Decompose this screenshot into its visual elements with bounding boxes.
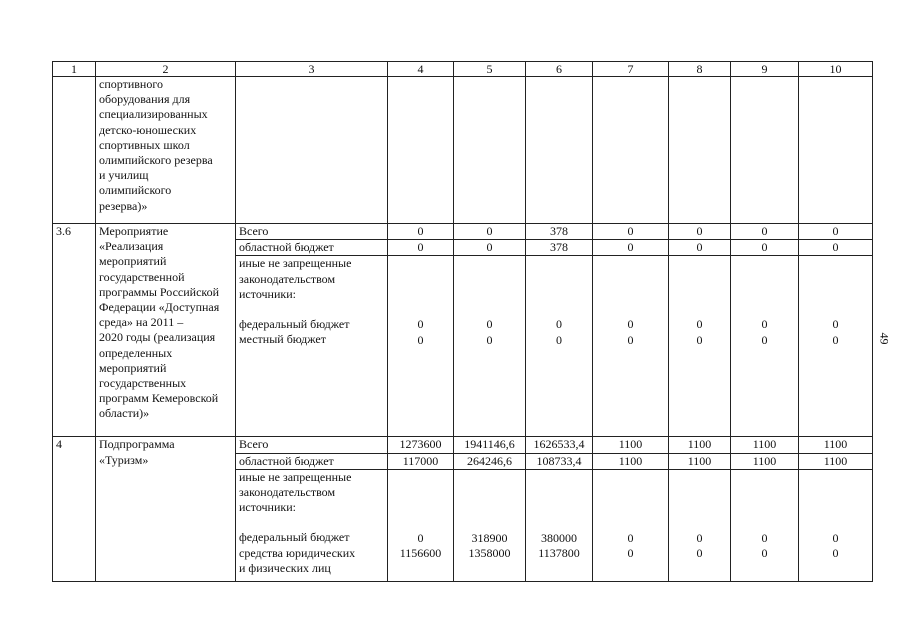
value-cell: 0 0 bbox=[593, 469, 669, 581]
title-line: определенных bbox=[99, 345, 173, 360]
source-line: законодательством bbox=[239, 271, 336, 286]
title-line: мероприятий bbox=[99, 360, 167, 375]
source-line: федеральный бюджет bbox=[239, 530, 350, 545]
table-row bbox=[53, 437, 873, 453]
value-cell: 0 0 bbox=[799, 469, 873, 581]
value-cell: 0 bbox=[388, 240, 454, 256]
number-cell: 3.6 bbox=[53, 224, 96, 437]
title-line: «Туризм» bbox=[99, 452, 149, 467]
value-cell: 0 bbox=[593, 240, 669, 256]
title-line: специализированных bbox=[99, 107, 208, 122]
source-cell: областной бюджет bbox=[236, 240, 388, 256]
value-cell: 0 bbox=[731, 240, 799, 256]
value-cell: 0 0 bbox=[526, 256, 593, 437]
budget-table bbox=[52, 61, 873, 582]
value-cell: 0 0 bbox=[669, 469, 731, 581]
value-cell: 0 bbox=[731, 224, 799, 240]
value-cell: 0 1156600 bbox=[388, 469, 454, 581]
value-cell: 378 bbox=[526, 240, 593, 256]
title-line: программ Кемеровской bbox=[99, 391, 219, 406]
source-line: источники: bbox=[239, 500, 296, 515]
source-line: и физических лиц bbox=[239, 560, 331, 575]
value-cell: 0 0 bbox=[799, 256, 873, 437]
title-line: оборудования для bbox=[99, 92, 191, 107]
header-cell: 1 bbox=[53, 62, 96, 77]
value-cell: 1100 bbox=[669, 437, 731, 453]
header-cell: 10 bbox=[799, 62, 873, 77]
header-cell: 7 bbox=[593, 62, 669, 77]
column-number-row bbox=[53, 62, 873, 77]
value-cell: 0 0 bbox=[593, 256, 669, 437]
title-line: программы Российской bbox=[99, 284, 220, 299]
header-cell: 8 bbox=[669, 62, 731, 77]
value-cell: 1100 bbox=[799, 437, 873, 453]
header-cell: 5 bbox=[454, 62, 526, 77]
title-line: 2020 годы (реализация bbox=[99, 330, 216, 345]
value-cell: 108733,4 bbox=[526, 453, 593, 469]
item-title-cell bbox=[96, 77, 236, 224]
source-line: федеральный бюджет bbox=[239, 317, 350, 332]
source-line: иные не запрещенные bbox=[239, 256, 352, 271]
source-line: местный бюджет bbox=[239, 332, 326, 347]
value-cell: 0 0 bbox=[731, 469, 799, 581]
header-cell: 2 bbox=[96, 62, 236, 77]
value-cell: 1100 bbox=[593, 437, 669, 453]
value-cell: 0 0 bbox=[388, 256, 454, 437]
value-cell: 1100 bbox=[799, 453, 873, 469]
title-line: государственных bbox=[99, 376, 187, 391]
header-cell: 9 bbox=[731, 62, 799, 77]
value-cell: 0 bbox=[388, 224, 454, 240]
value-cell: 1100 bbox=[731, 453, 799, 469]
page-number: 49 bbox=[877, 332, 892, 345]
source-cell: Всего bbox=[236, 224, 388, 240]
number-cell: 4 bbox=[53, 437, 96, 581]
value-cell: 1626533,4 bbox=[526, 437, 593, 453]
value-cell: 0 bbox=[454, 240, 526, 256]
title-line: «Реализация bbox=[99, 239, 164, 254]
title-line: области)» bbox=[99, 406, 150, 421]
title-line: и училищ bbox=[99, 168, 149, 183]
number-cell bbox=[53, 77, 96, 224]
item-title-cell bbox=[96, 437, 236, 581]
source-line: средства юридических bbox=[239, 545, 356, 560]
source-cell: областной бюджет bbox=[236, 453, 388, 469]
value-cell: 380000 1137800 bbox=[526, 469, 593, 581]
value-cell: 0 bbox=[799, 224, 873, 240]
header-cell: 3 bbox=[236, 62, 388, 77]
value-cell: 0 0 bbox=[669, 256, 731, 437]
header-cell: 4 bbox=[388, 62, 454, 77]
value-cell: 1100 bbox=[731, 437, 799, 453]
continuation-row bbox=[53, 77, 873, 224]
source-cell: Всего bbox=[236, 437, 388, 453]
value-cell: 117000 bbox=[388, 453, 454, 469]
value-cell: 0 bbox=[669, 224, 731, 240]
source-line: иные не запрещенные bbox=[239, 469, 352, 484]
item-title-cell bbox=[96, 224, 236, 437]
source-line: источники: bbox=[239, 286, 296, 301]
table-row bbox=[53, 224, 873, 240]
value-cell: 0 0 bbox=[454, 256, 526, 437]
source-cell bbox=[236, 469, 388, 581]
value-cell: 378 bbox=[526, 224, 593, 240]
source-cell bbox=[236, 256, 388, 437]
value-cell: 0 bbox=[799, 240, 873, 256]
title-line: Подпрограмма bbox=[99, 437, 175, 452]
value-cell: 0 0 bbox=[731, 256, 799, 437]
value-cell: 1941146,6 bbox=[454, 437, 526, 453]
value-cell: 0 bbox=[593, 224, 669, 240]
value-cell: 0 bbox=[454, 224, 526, 240]
title-line: детско-юношеских bbox=[99, 122, 197, 137]
title-line: резерва)» bbox=[99, 198, 148, 213]
title-line: мероприятий bbox=[99, 254, 167, 269]
value-cell: 0 bbox=[669, 240, 731, 256]
header-cell: 6 bbox=[526, 62, 593, 77]
title-line: Федерации «Доступная bbox=[99, 300, 220, 315]
value-cell: 1273600 bbox=[388, 437, 454, 453]
value-cell: 1100 bbox=[593, 453, 669, 469]
title-line: олимпийского резерва bbox=[99, 153, 213, 168]
title-line: спортивных школ bbox=[99, 137, 190, 152]
title-line: олимпийского bbox=[99, 183, 172, 198]
value-cell: 318900 1358000 bbox=[454, 469, 526, 581]
value-cell: 264246,6 bbox=[454, 453, 526, 469]
title-line: государственной bbox=[99, 269, 185, 284]
title-line: среда» на 2011 – bbox=[99, 315, 184, 330]
source-line: законодательством bbox=[239, 485, 336, 500]
title-line: Мероприятие bbox=[99, 224, 169, 238]
value-cell: 1100 bbox=[669, 453, 731, 469]
title-line: спортивного bbox=[99, 77, 163, 91]
